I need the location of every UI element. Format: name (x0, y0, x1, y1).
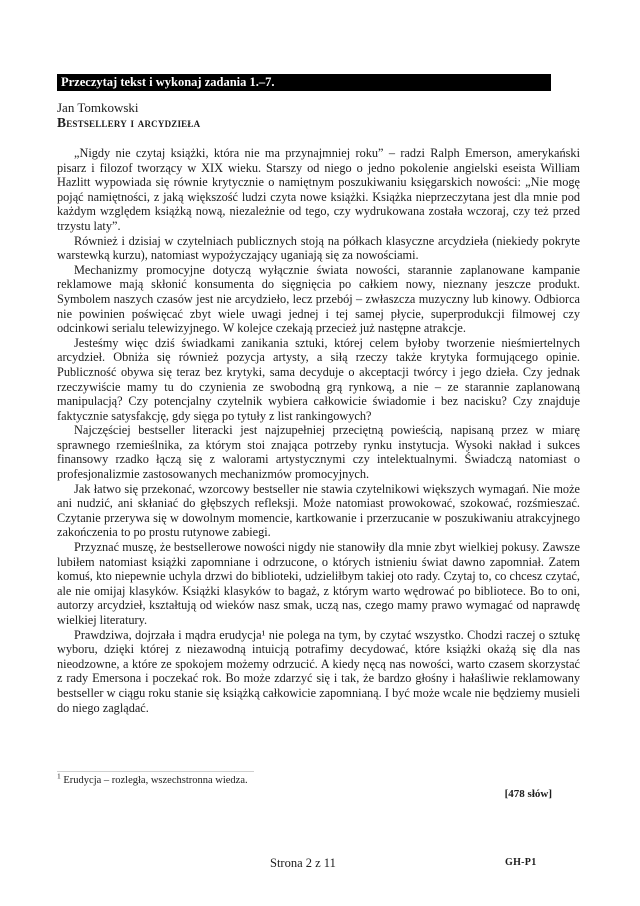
text-column (57, 74, 580, 800)
author-name: Jan Tomkowski (57, 100, 139, 115)
footnote-marker: 1 (57, 771, 61, 781)
paragraph-7: Przyznać muszę, że bestsellerowe nowości nigdy nie stanowiły dla mnie zbyt wielkiej pokusy. Zawsze lubiłem natomiast książki zapomniane i odrzucone, o których istnieniu świat dawno zapomniał. Zatem komuś, kto niepewnie uchyla drzwi do biblioteki, udzieliłbym takiej oto rady. Czytaj to, co chcesz czytać, ale nie omijaj klasyków. Książki klasyków to bagaż, z którym warto wędrować po bibliotece. Bo to oni, autorzy arcydzieł, kształtują od wieków nasz smak, uczą nas, czego mamy prawo wymagać od naprawdę wielkiej literatury. (57, 540, 580, 627)
paragraph-3: Mechanizmy promocyjne dotyczą wyłącznie świata nowości, starannie zaplanowane kampanie reklamowe mają skłonić konsumenta do sięgnięcia po całkiem nowy, nieznany jeszcze produkt. Symbolem naszych czasów jest nie arcydzieło, lecz przebój – zwłaszcza muzyczny lub kinowy. Odbiorca nie powinien poświęcać zbyt wiele uwagi jednej i tej samej płycie, superprodukcji filmowej czy odcinkowi serialu telewizyjnego. W kolejce czekają przecież już następne atrakcje. (57, 262, 580, 336)
word-count-label: [478 słów] (504, 788, 552, 800)
footnote-separator (57, 771, 254, 772)
instruction-banner: Przeczytaj tekst i wykonaj zadania 1.–7. (57, 74, 551, 91)
paragraph-5: Najczęściej bestseller literacki jest najzupełniej przeciętną powieścią, napisaną przez w miarę sprawnego rzemieślnika, za którym stoi znająca potrzeby rynku instytucja. Wysoki nakład i sukces finansowy rzadko łączą się z walorami artystycznymi czy intelektualnymi. Świadczą natomiast o profesjonalizmie zastosowanych mechanizmów promocyjnych. (57, 423, 580, 482)
article-body (57, 146, 580, 715)
paragraph-2: Również i dzisiaj w czytelniach publicznych stoją na półkach klasyczne arcydzieła (niekiedy pokryte warstewką kurzu), natomiast wypożyczający uganiają się za nowościami. (57, 233, 580, 263)
exam-code: GH-P1 (505, 857, 537, 868)
paragraph-6: Jak łatwo się przekonać, wzorcowy bestseller nie stawia czytelnikowi większych wymagań. Nie może ani nudzić, ani skłaniać do głębszych refleksji. Może natomiast prowokować, szokować, rozśmieszać. Czytanie przerywa się w dowolnym momencie, kartkowanie i przerzucanie w poszukiwaniu atrakcyjnego zakończenia to po prostu rutynowe zabiegi. (57, 481, 580, 540)
paragraph-4: Jesteśmy więc dziś świadkami zanikania sztuki, której celem byłoby tworzenie nieśmiertelnych arcydzieł. Obniża się również pozycja artysty, a siłą rzeczy także krytyka formującego opinie. Publiczność obywa się teraz bez krytyki, sama decyduje o akceptacji twórcy i jego dzieła. Czy jednak rzeczywiście mamy tu do czynienia ze swobodną grą rynkową, a nie – ze starannie zaplanowaną manipulacją? Czy potencjalny czytelnik wybiera całkowicie świadomie i bez nacisku? Czy znajduje faktycznie satysfakcję, gdy sięga po tytuły z list rankingowych? (57, 335, 580, 423)
footnote-text: Erudycja – rozległa, wszechstronna wiedza. (60, 775, 248, 786)
paragraph-1: „Nigdy nie czytaj książki, która nie ma przynajmniej roku” – radzi Ralph Emerson, amerykański pisarz i filozof tworzący w XIX wieku. Starszy od niego o jedno pokolenie angielski eseista William Hazlitt wypowiada się równie krytycznie o namiętnym poszukiwaniu księgarskich nowości: „Nie mogę pojąć namiętności, z jaką większość ludzi czyta nowe książki. Książka nieprzeczytana jest dla mnie pod każdym względem książką nową, niezależnie od tego, czy wydrukowana została wczoraj, czy też przed trzystu laty”. (57, 146, 580, 233)
page-number: Strona 2 z 11 (270, 856, 336, 870)
footnote (57, 771, 248, 787)
paragraph-8: Prawdziwa, dojrzała i mądra erudycja¹ nie polega na tym, by czytać wszystko. Chodzi raczej o sztukę wyboru, dzięki której z niezawodną intuicją potrafimy decydować, które książki okażą się dla nas nieodzowne, a które ze spokojem możemy odrzucić. A kiedy nęcą nas nowości, warto czasem skorzystać z rady Emersona i poczekać rok. Bo może zdarzyć się i tak, że bardzo głośny i hałaśliwie reklamowany bestseller w ciągu roku stanie się książką całkowicie zapomnianą. I być może wcale nie będziemy musieli do niego zaglądać. (57, 627, 580, 715)
article-title: Bestsellery i arcydzieła (57, 115, 201, 130)
